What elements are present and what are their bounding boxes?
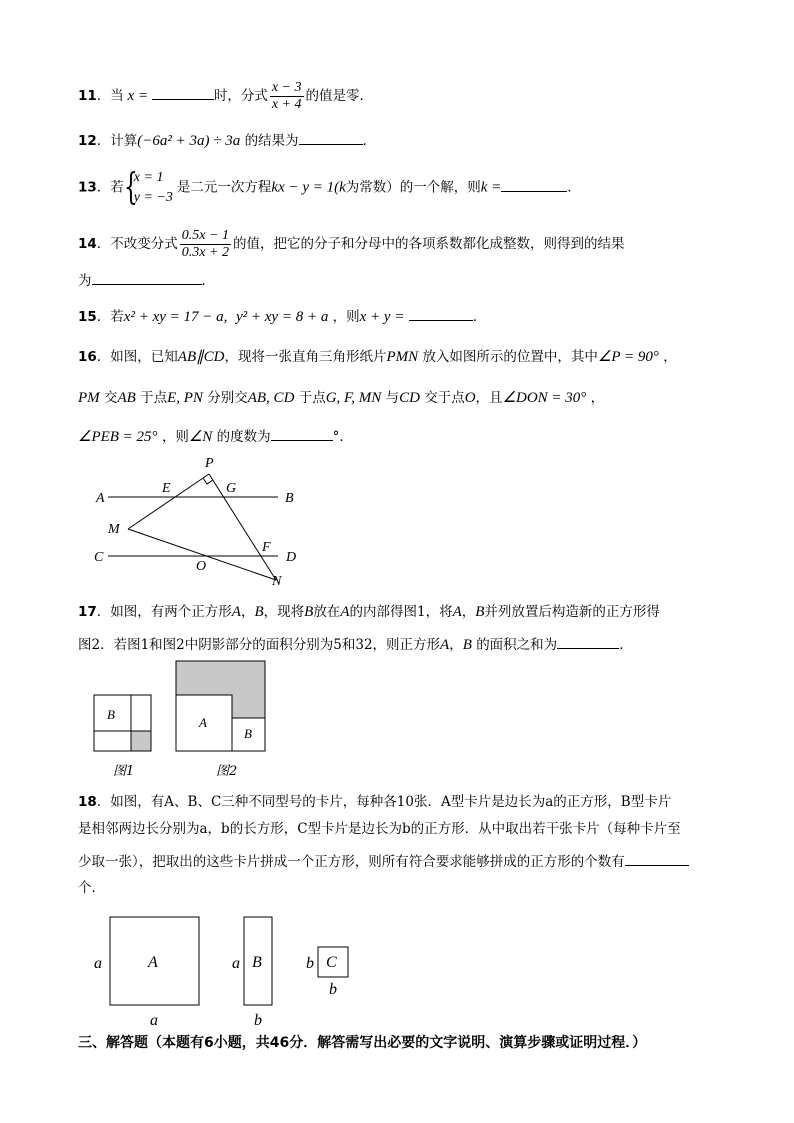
q11-text-c: 的值是零． xyxy=(305,88,373,104)
q16-figure xyxy=(88,450,318,590)
card-c-side-left: b xyxy=(306,955,314,972)
question-16: 16．如图，已知AB∥CD，现将一张直角三角形纸片PMN 放入如图所示的位置中，其中∠P = 90° ， xyxy=(78,349,677,365)
q12-blank[interactable] xyxy=(299,130,363,145)
q11-blank[interactable] xyxy=(152,85,214,100)
q13-equation-system: { x = 1 y = −3 xyxy=(123,167,173,208)
q13-blank[interactable] xyxy=(501,177,567,192)
question-16-line3: ∠PEB = 25° ，则∠N 的度数为 °． xyxy=(78,426,353,446)
q12-text-a: ．计算 xyxy=(96,133,138,149)
q12-expression: (−6a² + 3a) ÷ 3a xyxy=(137,133,241,149)
label-o: O xyxy=(196,559,207,574)
fig2-label-b: B xyxy=(244,726,252,741)
q17-figure xyxy=(88,658,288,784)
label-d: D xyxy=(286,550,297,565)
q12-text-b: 的结果为 xyxy=(244,133,299,149)
label-p: P xyxy=(205,456,214,471)
q14-fraction: $\frac{0.5x - 1}{0.3x + 2}$ xyxy=(181,228,229,260)
question-15: 15．若x² + xy = 17 − a, y² + xy = 8 + a ，则x + y = ． xyxy=(78,306,486,326)
label-b: B xyxy=(285,491,294,506)
q13-equation: kx − y = 1( xyxy=(271,179,340,196)
fig1-shaded-square xyxy=(131,731,151,751)
q17-blank[interactable] xyxy=(557,634,619,649)
q15-blank[interactable] xyxy=(409,306,473,321)
card-c-label: C xyxy=(326,954,337,971)
question-17-line2: 图2．若图1和图2中阴影部分的面积分别为5和32，则正方形A，B 的面积之和为 ． xyxy=(78,634,633,654)
q16-blank[interactable] xyxy=(271,426,333,441)
q13-text-a: ．若 xyxy=(96,179,124,196)
question-17: 17．如图，有两个正方形A，B，现将B放在A的内部得图1，将A，B并列放置后构造新的正方形得 xyxy=(78,604,660,620)
card-b-label: B xyxy=(252,954,262,971)
q13-text-b: 是二元一次方程 xyxy=(176,179,272,196)
label-g: G xyxy=(226,481,237,496)
card-a-side-left: a xyxy=(94,955,102,972)
question-18-line4: 个． xyxy=(78,880,105,896)
label-c: C xyxy=(94,550,104,565)
segment-pn xyxy=(209,474,276,580)
q14-number: 14 xyxy=(78,236,97,252)
card-b-side-left: a xyxy=(232,955,240,972)
q11-text-a: ．当 xyxy=(96,88,124,104)
q14-text-b: 的值，把它的分子和分母中的各项系数都化成整数，则得到的结果 xyxy=(232,236,625,252)
label-e: E xyxy=(162,481,171,496)
q12-text-c: ． xyxy=(362,133,377,149)
q11-fraction: $\frac{x - 3}{x + 4}$ xyxy=(271,80,302,112)
q16-number: 16 xyxy=(78,349,97,365)
card-c-side-bottom: b xyxy=(329,981,337,998)
card-a-label: A xyxy=(148,954,158,971)
question-13: 13．若 { x = 1 y = −3 是二元一次方程kx − y = 1(k为常数）的一个解，则k = ． xyxy=(78,167,581,208)
q15-number: 15 xyxy=(78,309,97,325)
card-a-side-bottom: a xyxy=(150,1012,158,1029)
q17-number: 17 xyxy=(78,604,97,620)
question-12 xyxy=(78,130,376,150)
q12-number: 12 xyxy=(78,133,97,149)
caption-fig1: 图1 xyxy=(113,764,135,779)
q11-text-b: 时，分式 xyxy=(213,88,268,104)
q15-equation-1: x² + xy = 17 − a, xyxy=(123,309,228,325)
question-18-line3: 少取一张），把取出的这些卡片拼成一个正方形，则所有符合要求能够拼成的正方形的个数有 xyxy=(78,851,689,871)
fig1-label-b: B xyxy=(107,707,115,722)
q18-blank[interactable] xyxy=(625,851,689,866)
label-a: A xyxy=(96,491,105,506)
q18-number: 18 xyxy=(78,794,97,810)
question-14 xyxy=(78,228,624,261)
label-n: N xyxy=(272,574,282,589)
q15-equation-2: y² + xy = 8 + a xyxy=(235,309,329,325)
label-m: M xyxy=(108,522,120,537)
question-18: 18．如图，有A、B、C三种不同型号的卡片，每种各10张．A型卡片是边长为a的正方形，B型卡片 xyxy=(78,794,672,810)
q18-figure xyxy=(88,910,368,1030)
section-3-heading: 三、解答题（本题有6小题，共46分．解答需写出必要的文字说明、演算步骤或证明过程．） xyxy=(78,1035,647,1051)
question-14-line2: 为 ． xyxy=(78,270,215,290)
question-16-line2: PM 交AB 于点E, PN 分别交AB, CD 于点G, F, MN 与CD 交于点O，且∠DON = 30° ， xyxy=(78,390,605,406)
fig2-label-a: A xyxy=(199,715,207,730)
card-b-side-bottom: b xyxy=(254,1012,262,1029)
q11-number: 11 xyxy=(78,88,97,104)
label-f: F xyxy=(262,540,271,555)
q13-number: 13 xyxy=(78,179,97,196)
q13-text-d: 为常数）的一个解，则 xyxy=(345,179,481,196)
right-angle-mark xyxy=(203,478,213,484)
caption-fig2: 图2 xyxy=(216,764,238,779)
q14-blank[interactable] xyxy=(92,270,202,285)
q14-text-a: ．不改变分式 xyxy=(96,236,178,252)
question-11: 11．当 x = 时，分式 $\frac{x - 3}{x + 4}$ 的值是零． xyxy=(78,80,373,112)
question-18-line2: 是相邻两边长分别为a，b的长方形，C型卡片是边长为b的正方形．从中取出若干张卡片（每种卡片至 xyxy=(78,821,681,837)
